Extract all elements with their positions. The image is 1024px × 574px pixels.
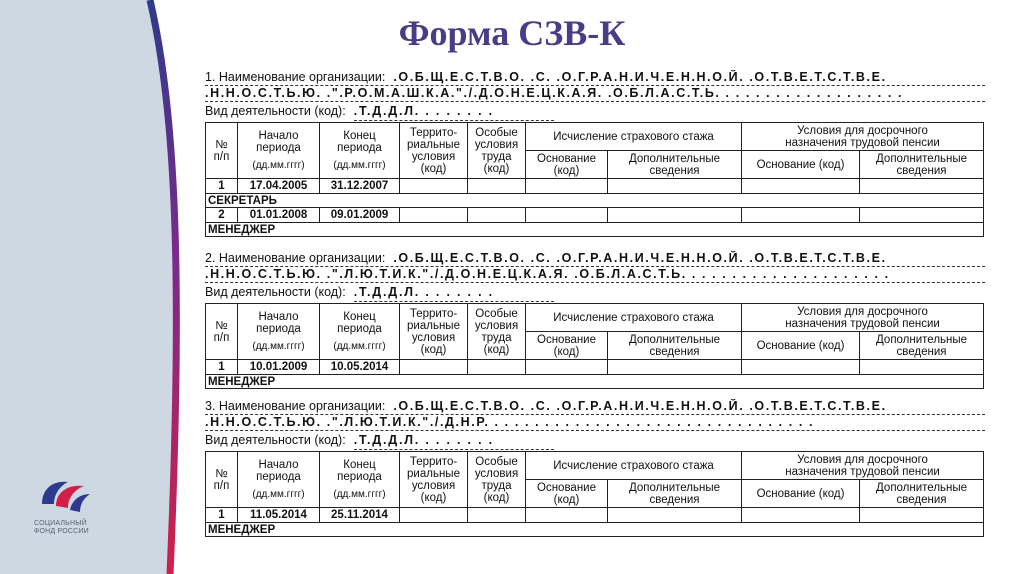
header-num <box>206 452 238 508</box>
header-extra-2 <box>860 151 984 179</box>
header-basis <box>526 480 608 508</box>
header-text: (дд.мм.гггг) <box>333 340 386 352</box>
header-text: п/п <box>213 331 230 344</box>
cell-position: МЕНЕДЖЕР <box>206 223 984 237</box>
cell-empty <box>468 208 526 223</box>
cell-end: 10.05.2014 <box>320 360 400 375</box>
org-name-line-2 <box>205 267 985 283</box>
header-text: (код) <box>553 164 580 177</box>
header-num <box>206 123 238 179</box>
activity-kind-value: .Т.Д.Д.Л. . . . . . . . <box>354 283 554 302</box>
header-special <box>468 123 526 179</box>
logo-text-line: ФОНД РОССИИ <box>34 528 89 535</box>
header-text: Начало <box>258 458 299 471</box>
cell-start: 11.05.2014 <box>238 508 320 523</box>
header-text: (код) <box>483 162 510 175</box>
periods-table <box>205 303 984 389</box>
cell-empty <box>742 508 860 523</box>
szv-k-form <box>205 70 985 537</box>
activity-kind-label: Вид деятельности (код): <box>205 433 346 447</box>
header-text: труда <box>481 331 512 344</box>
header-text: Основание <box>537 333 596 346</box>
header-text: (дд.мм.гггг) <box>333 159 386 171</box>
header-text: сведения <box>649 164 700 177</box>
org-name-value: .Н.Н.О.С.Т.Ь.Ю. .".Р.О.М.А.Ш.К.А."./.Д.О.Н.Е.Ц.К.А.Я. .О.Б.Л.А.С.Т.Ь. . . . . . . . . . . . . . . . . . . <box>205 86 904 100</box>
header-start <box>238 304 320 360</box>
header-end <box>320 452 400 508</box>
position-row <box>206 523 984 537</box>
cell-empty <box>608 179 742 194</box>
cell-empty <box>468 360 526 375</box>
social-fund-logo <box>34 474 114 536</box>
cell-empty <box>400 208 468 223</box>
org-name-line-2 <box>205 415 985 431</box>
cell-empty <box>468 508 526 523</box>
cell-empty <box>742 360 860 375</box>
header-text: (код) <box>483 343 510 356</box>
header-extra-2 <box>860 332 984 360</box>
header-text: Условия для досрочного <box>797 305 928 318</box>
header-basis-2: Основание (код) <box>742 332 860 360</box>
header-text: периода <box>337 141 382 154</box>
header-text: периода <box>256 141 301 154</box>
org-name-label: 1. Наименование организации: <box>205 70 386 84</box>
header-text: (код) <box>420 343 447 356</box>
org-section-1 <box>205 70 985 237</box>
org-section-2 <box>205 251 985 389</box>
cell-position: СЕКРЕТАРЬ <box>206 194 984 208</box>
header-text: Дополнительные <box>876 152 968 165</box>
org-name-label: 2. Наименование организации: <box>205 251 386 265</box>
header-territorial <box>400 452 468 508</box>
org-name-value: .О.Б.Щ.Е.С.Т.В.О. .С. .О.Г.Р.А.Н.И.Ч.Е.Н.Н.О.Й. .О.Т.В.Е.Т.С.Т.В.Е. <box>393 70 887 84</box>
activity-kind-line <box>205 102 985 121</box>
header-text: п/п <box>213 150 230 163</box>
table-row <box>206 360 984 375</box>
header-text: условия <box>411 331 456 344</box>
header-text: (дд.мм.гггг) <box>333 488 386 500</box>
cell-num: 1 <box>206 360 238 375</box>
header-calc: Исчисление страхового стажа <box>526 304 742 332</box>
header-basis-2: Основание (код) <box>742 151 860 179</box>
org-section-3 <box>205 399 985 537</box>
header-text: Дополнительные <box>876 481 968 494</box>
header-text: условия <box>474 319 519 332</box>
header-pension <box>742 452 984 480</box>
header-text: (код) <box>420 491 447 504</box>
cell-empty <box>860 360 984 375</box>
header-text: № <box>215 467 228 480</box>
header-text: Особые <box>475 307 518 320</box>
header-text: периода <box>337 470 382 483</box>
org-name-line <box>205 251 985 267</box>
header-end <box>320 304 400 360</box>
header-text: п/п <box>213 479 230 492</box>
cell-empty <box>608 360 742 375</box>
header-text: Конец <box>343 129 376 142</box>
org-name-line-2 <box>205 86 985 102</box>
social-fund-logo-icon <box>34 474 96 516</box>
cell-empty <box>400 179 468 194</box>
header-text: Конец <box>343 458 376 471</box>
header-text: Условия для досрочного <box>797 124 928 137</box>
header-text: № <box>215 319 228 332</box>
org-name-value: .О.Б.Щ.Е.С.Т.В.О. .С. .О.Г.Р.А.Н.И.Ч.Е.Н.Н.О.Й. .О.Т.В.Е.Т.С.Т.В.Е. <box>393 251 887 265</box>
header-special <box>468 452 526 508</box>
header-extra-2 <box>860 480 984 508</box>
org-name-value: .Н.Н.О.С.Т.Ь.Ю. .".Л.Ю.Т.И.К."./.Д.Н.Р. . . . . . . . . . . . . . . . . . . . . . . . . . . . . . . . . <box>205 415 815 429</box>
header-text: риальные <box>407 138 460 151</box>
cell-empty <box>742 208 860 223</box>
cell-num: 2 <box>206 208 238 223</box>
header-text: риальные <box>407 319 460 332</box>
cell-empty <box>400 360 468 375</box>
cell-end: 25.11.2014 <box>320 508 400 523</box>
header-pension <box>742 123 984 151</box>
header-text: назначения трудовой пенсии <box>785 136 940 149</box>
activity-kind-value: .Т.Д.Д.Л. . . . . . . . <box>354 431 554 450</box>
header-text: (код) <box>553 345 580 358</box>
header-text: сведения <box>896 164 947 177</box>
header-num <box>206 304 238 360</box>
header-text: (код) <box>420 162 447 175</box>
cell-num: 1 <box>206 508 238 523</box>
header-text: (дд.мм.гггг) <box>252 159 305 171</box>
header-text: (дд.мм.гггг) <box>252 340 305 352</box>
header-territorial <box>400 304 468 360</box>
cell-empty <box>468 179 526 194</box>
header-text: Террито- <box>409 455 458 468</box>
cell-end: 09.01.2009 <box>320 208 400 223</box>
header-calc: Исчисление страхового стажа <box>526 452 742 480</box>
cell-empty <box>526 508 608 523</box>
cell-empty <box>400 508 468 523</box>
header-text: условия <box>411 150 456 163</box>
header-text: Дополнительные <box>628 481 721 494</box>
activity-kind-label: Вид деятельности (код): <box>205 104 346 118</box>
page-title: Форма СЗВ-К <box>398 13 626 53</box>
header-start <box>238 452 320 508</box>
cell-start: 01.01.2008 <box>238 208 320 223</box>
cell-empty <box>860 179 984 194</box>
header-text: периода <box>337 322 382 335</box>
position-row <box>206 223 984 237</box>
cell-empty <box>742 179 860 194</box>
logo-text <box>34 520 114 536</box>
logo-text-line: СОЦИАЛЬНЫЙ <box>34 520 87 527</box>
header-basis <box>526 151 608 179</box>
cell-position: МЕНЕДЖЕР <box>206 375 984 389</box>
header-text: Условия для досрочного <box>797 453 928 466</box>
table-row <box>206 208 984 223</box>
header-text: сведения <box>896 493 947 506</box>
header-text: назначения трудовой пенсии <box>785 317 940 330</box>
org-name-value: .Н.Н.О.С.Т.Ь.Ю. .".Л.Ю.Т.И.К."./.Д.О.Н.Е.Ц.К.А.Я. .О.Б.Л.А.С.Т.Ь. . . . . . . . . . . . . . . . . . . . . <box>205 267 890 281</box>
cell-empty <box>860 208 984 223</box>
header-text: периода <box>256 322 301 335</box>
header-text: сведения <box>649 345 700 358</box>
header-territorial <box>400 123 468 179</box>
position-row <box>206 194 984 208</box>
header-text: назначения трудовой пенсии <box>785 465 940 478</box>
header-text: Начало <box>258 310 299 323</box>
header-text: (дд.мм.гггг) <box>252 488 305 500</box>
header-text: сведения <box>649 493 700 506</box>
header-end <box>320 123 400 179</box>
periods-table <box>205 451 984 537</box>
cell-num: 1 <box>206 179 238 194</box>
header-text: Террито- <box>409 126 458 139</box>
cell-empty <box>526 179 608 194</box>
header-text: Основание <box>537 152 596 165</box>
activity-kind-line <box>205 431 985 450</box>
header-special <box>468 304 526 360</box>
header-text: условия <box>474 467 519 480</box>
header-text: Дополнительные <box>876 333 968 346</box>
cell-empty <box>608 208 742 223</box>
header-text: Террито- <box>409 307 458 320</box>
header-pension <box>742 304 984 332</box>
header-text: труда <box>481 150 512 163</box>
org-name-line <box>205 70 985 86</box>
header-text: условия <box>411 479 456 492</box>
cell-empty <box>526 360 608 375</box>
org-name-value: .О.Б.Щ.Е.С.Т.В.О. .С. .О.Г.Р.А.Н.И.Ч.Е.Н.Н.О.Й. .О.Т.В.Е.Т.С.Т.В.Е. <box>393 399 887 413</box>
table-row <box>206 508 984 523</box>
activity-kind-value: .Т.Д.Д.Л. . . . . . . . <box>354 102 554 121</box>
org-name-label: 3. Наименование организации: <box>205 399 386 413</box>
cell-empty <box>860 508 984 523</box>
cell-empty <box>526 208 608 223</box>
header-text: Конец <box>343 310 376 323</box>
header-basis <box>526 332 608 360</box>
header-calc: Исчисление страхового стажа <box>526 123 742 151</box>
header-text: сведения <box>896 345 947 358</box>
table-row <box>206 179 984 194</box>
periods-table <box>205 122 984 237</box>
activity-kind-line <box>205 283 985 302</box>
header-text: Основание <box>537 481 596 494</box>
header-text: Дополнительные <box>628 152 721 165</box>
header-text: № <box>215 138 228 151</box>
header-extra <box>608 480 742 508</box>
header-text: периода <box>256 470 301 483</box>
org-name-line <box>205 399 985 415</box>
header-text: (код) <box>553 493 580 506</box>
cell-start: 17.04.2005 <box>238 179 320 194</box>
header-text: условия <box>474 138 519 151</box>
cell-position: МЕНЕДЖЕР <box>206 523 984 537</box>
header-text: Начало <box>258 129 299 142</box>
position-row <box>206 375 984 389</box>
cell-start: 10.01.2009 <box>238 360 320 375</box>
header-text: Дополнительные <box>628 333 721 346</box>
header-text: Особые <box>475 455 518 468</box>
header-extra <box>608 151 742 179</box>
header-text: риальные <box>407 467 460 480</box>
header-text: труда <box>481 479 512 492</box>
header-start <box>238 123 320 179</box>
activity-kind-label: Вид деятельности (код): <box>205 285 346 299</box>
cell-end: 31.12.2007 <box>320 179 400 194</box>
header-extra <box>608 332 742 360</box>
header-text: Особые <box>475 126 518 139</box>
header-text: (код) <box>483 491 510 504</box>
cell-empty <box>608 508 742 523</box>
header-basis-2: Основание (код) <box>742 480 860 508</box>
